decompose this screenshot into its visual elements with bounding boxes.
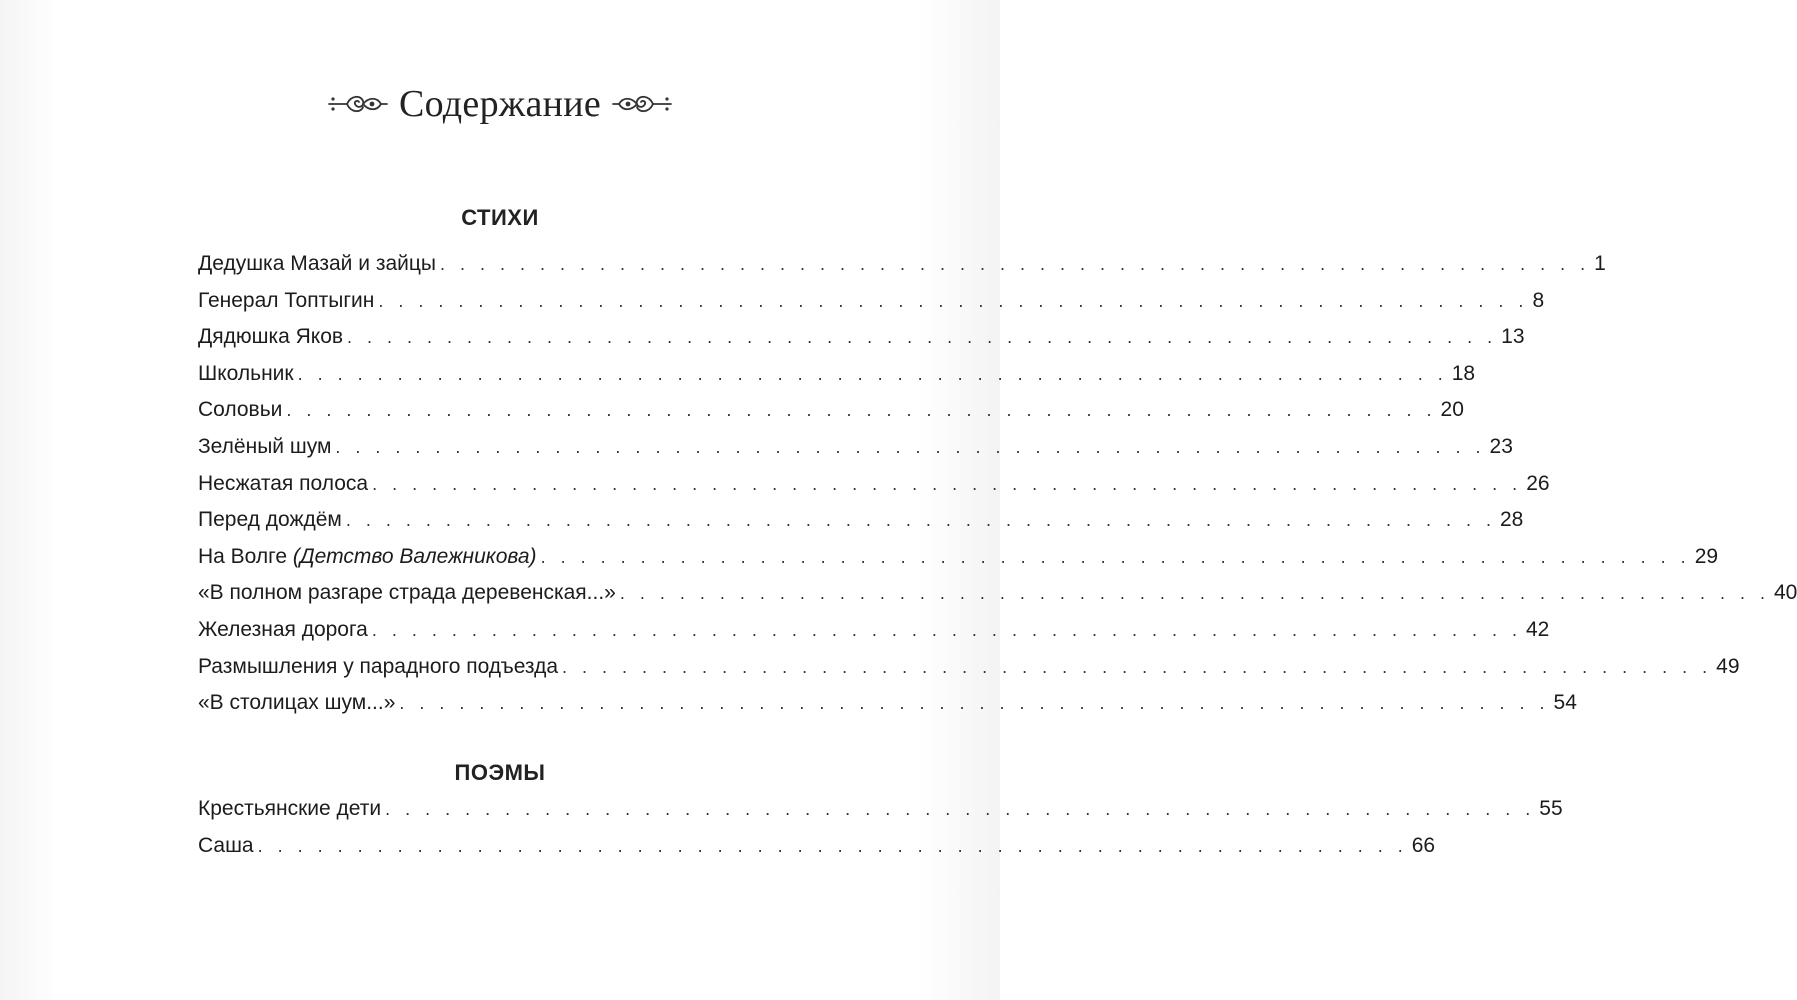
toc-entry-title-text: Школьник [198,361,294,385]
toc-entry [198,508,1524,545]
toc-entry-title-text: Крестьянские дети [198,797,382,820]
toc-page-number: 66 [1411,833,1436,857]
ornament-left-icon [327,87,389,121]
toc-page-number: 13 [1501,325,1525,349]
toc-dot-leader: . . . . . . . . . . . . . . . . . . . . . . . . . . . . . . . . . . . . . . . . . . . . . . . . . . . . . . . . . . [347,327,1498,348]
toc-dot-leader: . . . . . . . . . . . . . . . . . . . . . . . . . . . . . . . . . . . . . . . . . . . . . . . . . . . . . . . . . . [562,656,1713,677]
toc-entry [198,325,1525,362]
toc-dot-leader: . . . . . . . . . . . . . . . . . . . . . . . . . . . . . . . . . . . . . . . . . . . . . . . . . . . . . . . . . . [345,510,1496,531]
toc-entry-title [198,691,399,715]
toc-entry [198,361,1476,399]
toc-entry-title [198,435,335,459]
toc-entry [198,691,1577,728]
toc-entry [198,617,1550,655]
toc-entry-title [198,834,258,858]
toc-page-number: 20 [1440,398,1464,422]
toc-entry [198,434,1513,472]
toc-entry [198,471,1550,509]
toc-dot-leader: . . . . . . . . . . . . . . . . . . . . . . . . . . . . . . . . . . . . . . . . . . . . . . . . . . . . . . . . . . [297,363,1448,384]
toc-entry-title-text: Зелёный шум [198,434,332,458]
toc-entry-title-text: Размышления у парадного подъезда [198,654,559,678]
toc-dot-leader: . . . . . . . . . . . . . . . . . . . . . . . . . . . . . . . . . . . . . . . . . . . . . . . . . . . . . . . . . . [335,436,1486,457]
toc-page-number: 26 [1526,471,1550,495]
toc-entry-title [198,655,562,679]
section-heading-long-poems: ПОЭМЫ [454,760,546,785]
toc-entry-title-text: Саша [198,833,254,857]
toc-dot-leader: . . . . . . . . . . . . . . . . . . . . . . . . . . . . . . . . . . . . . . . . . . . . . . . . . . . . . . . . . . [399,693,1550,714]
toc-entry-title [198,545,541,569]
toc-entry-title-text: На Волге [198,544,293,568]
toc-list-poems [198,252,1797,728]
toc-entry [198,654,1740,692]
ornament-right-icon [611,87,673,121]
toc-dot-leader: . . . . . . . . . . . . . . . . . . . . . . . . . . . . . . . . . . . . . . . . . . . . . . . . . . . . . . . . . . [540,546,1691,567]
toc-page-number: 54 [1553,691,1577,715]
toc-entry [198,288,1545,326]
toc-entry-title [198,797,385,821]
toc-entry-title-text: «В столицах шум...» [198,691,396,715]
toc-entry-title [198,325,347,349]
toc-entry-subtitle: (Детство Валежникова) [292,544,537,568]
toc-page-number: 40 [1773,581,1797,605]
toc-entry [198,581,1797,618]
toc-entry-title-text: «В полном разгаре страда деревенская...» [198,581,616,605]
toc-page-number: 28 [1500,508,1524,532]
toc-entry-title-text: Дедушка Мазай и зайцы [198,252,436,275]
toc-list-long-poems [198,797,1563,870]
page-title: Содержание [398,83,602,125]
toc-entry-title-text: Генерал Топтыгин [198,288,375,312]
section-heading-poems: СТИХИ [461,205,539,230]
toc-entry-title [198,398,286,422]
toc-entry-title-text: Железная дорога [198,617,368,641]
toc-page-number: 1 [1594,252,1606,275]
toc-entry-title-text: Соловьи [198,398,283,422]
toc-entry [198,252,1606,289]
toc-entry [198,797,1563,834]
toc-entry-title [198,252,440,276]
toc-entry-title [198,289,378,313]
toc-dot-leader: . . . . . . . . . . . . . . . . . . . . . . . . . . . . . . . . . . . . . . . . . . . . . . . . . . . . . . . . . . [378,290,1529,311]
toc-dot-leader: . . . . . . . . . . . . . . . . . . . . . . . . . . . . . . . . . . . . . . . . . . . . . . . . . . . . . . . . . . [371,619,1522,640]
toc-dot-leader: . . . . . . . . . . . . . . . . . . . . . . . . . . . . . . . . . . . . . . . . . . . . . . . . . . . . . . . . . . [257,835,1408,856]
toc-entry-title [198,618,372,642]
toc-page-number: 49 [1716,654,1740,678]
toc-entry-title [198,508,346,532]
toc-entry-title-text: Дядюшка Яков [198,325,344,349]
toc-page-number: 18 [1451,361,1476,385]
toc-entry [198,833,1436,871]
toc-dot-leader: . . . . . . . . . . . . . . . . . . . . . . . . . . . . . . . . . . . . . . . . . . . . . . . . . . . . . . . . . . [372,473,1523,494]
toc-entry [198,544,1719,582]
toc-dot-leader: . . . . . . . . . . . . . . . . . . . . . . . . . . . . . . . . . . . . . . . . . . . . . . . . . . . . . . . . . . [439,254,1591,274]
toc-page-number: 29 [1694,544,1719,568]
contents-header [0,82,1000,126]
toc-entry [198,398,1464,435]
toc-entry-title [198,472,372,496]
toc-page-number: 23 [1489,434,1513,458]
toc-entry-title-text: Несжатая полоса [198,471,369,495]
toc-page-number: 55 [1539,797,1563,820]
toc-dot-leader: . . . . . . . . . . . . . . . . . . . . . . . . . . . . . . . . . . . . . . . . . . . . . . . . . . . . . . . . . . [286,400,1437,421]
toc-dot-leader: . . . . . . . . . . . . . . . . . . . . . . . . . . . . . . . . . . . . . . . . . . . . . . . . . . . . . . . . . . [619,583,1770,604]
toc-entry-title [198,581,620,605]
toc-entry-title [198,362,298,386]
toc-entry-title-text: Перед дождём [198,508,342,532]
toc-page-number: 8 [1532,288,1545,312]
toc-dot-leader: . . . . . . . . . . . . . . . . . . . . . . . . . . . . . . . . . . . . . . . . . . . . . . . . . . . . . . . . . . [385,799,1536,819]
toc-page-number: 42 [1526,617,1550,641]
